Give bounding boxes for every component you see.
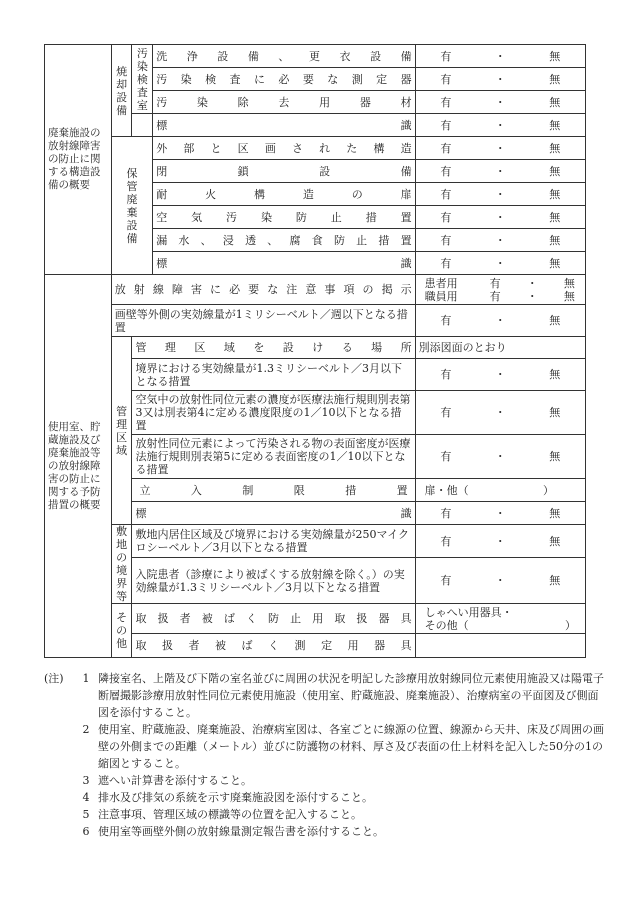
storage-row-4: 空気汚染防止措置 xyxy=(156,210,412,224)
site-row-1: 敷地内居住区域及び境界における実効線量が250マイクロシーベルト／3月以下となる措置 xyxy=(132,525,415,558)
sec2-header: 使用室、貯蔵施設及び廃棄施設等の放射線障害の防止に関する予防措置の概要 xyxy=(45,275,112,658)
site-row-2-value: 有 ・ 無 xyxy=(415,558,585,604)
control-row-1: 管理区域を設ける場所 xyxy=(135,341,412,354)
note-item: 6 使用室等画壁外側の放射線量測定報告書を添付すること。 xyxy=(82,825,384,838)
control-row-2-value: 有 ・ 無 xyxy=(415,359,585,391)
storage-row-5: 漏水、浸透、腐食防止措置 xyxy=(156,233,412,247)
storage-row-2: 閉鎖設備 xyxy=(156,164,412,178)
entry-value: 扉・他（ ） xyxy=(415,479,585,502)
control-label: 管理区域 xyxy=(111,337,132,525)
storage-row-1: 外部と区画された構造 xyxy=(156,141,412,155)
other-row-2: 取扱者被ばく測定用器具 xyxy=(135,639,412,652)
sec1-header: 廃棄施設の放射線障害の防止に関する構造設備の概要 xyxy=(45,45,112,275)
storage-row-3-value: 有 ・ 無 xyxy=(415,183,585,206)
storage-row-1-value: 有 ・ 無 xyxy=(415,137,585,160)
storage-row-2-value: 有 ・ 無 xyxy=(415,160,585,183)
incin-label: 焼却設備 xyxy=(111,45,132,137)
site-label: 敷地の境界等 xyxy=(111,525,132,604)
note-item: 5 注意事項、管理区域の標識等の位置を記入すること。 xyxy=(82,808,362,821)
incin-row-1-value: 有 ・ 無 xyxy=(415,45,585,68)
notice-label: 放射線障害に必要な注意事項の掲示 xyxy=(114,283,412,296)
contam-label: 汚染検査室 xyxy=(132,45,153,114)
control-row-2: 境界における実効線量が1.3ミリシーベルト／3月以下となる措置 xyxy=(132,359,415,391)
other-row-1: 取扱者被ばく防止用取扱器具 xyxy=(135,612,412,625)
control-row-4-value: 有 ・ 無 xyxy=(415,435,585,479)
other-label: その他 xyxy=(111,604,132,658)
storage-row-6: 標識 xyxy=(156,256,412,270)
note-item: (注) 1 隣接室名、上階及び下階の室名並びに周囲の状況を明記した診療用放射線同位元素使用施設又は陽電子断層撮影診療用放射性同位元素使用施設（使用室、貯蔵施設、廃棄施設）、治療病室の平面図及び側面図を添付すること。 xyxy=(44,672,604,719)
storage-row-3: 耐火構造の扉 xyxy=(156,187,412,201)
incin-row-3-value: 有 ・ 無 xyxy=(415,91,585,114)
wall-label: 画壁等外側の実効線量が1ミリシーベルト／週以下となる措置 xyxy=(111,305,415,337)
notes-section xyxy=(44,670,604,840)
other-row-2-value xyxy=(415,634,585,658)
control-row-3-value: 有 ・ 無 xyxy=(415,391,585,435)
incin-row-4-value: 有 ・ 無 xyxy=(415,114,585,137)
notice-value: 患者用 有 ・ 無 職員用 有 ・ 無 xyxy=(415,275,585,305)
control-row-6: 標識 xyxy=(135,506,412,520)
structure-table xyxy=(44,44,586,658)
storage-row-6-value: 有 ・ 無 xyxy=(415,252,585,275)
control-row-5: 立入制限措置 xyxy=(139,483,408,497)
control-place-value: 別添図面のとおり xyxy=(415,337,585,359)
note-item: 2 使用室、貯蔵施設、廃棄施設、治療病室図は、各室ごとに線源の位置、線源から天井、床及び周囲の画壁の外側までの距離（メートル）並びに防護物の材料、厚さ及び表面の仕上材料を記入した50分の1の縮図とすること。 xyxy=(82,723,604,770)
site-row-2: 入院患者（診療により被ばくする放射線を除く。）の実効線量が1.3ミリシーベルト／3月以下となる措置 xyxy=(132,558,415,604)
site-row-1-value: 有 ・ 無 xyxy=(415,525,585,558)
incin-row-3: 汚染除去用器材 xyxy=(156,95,412,109)
control-row-3: 空気中の放射性同位元素の濃度が医療法施行規則別表第3又は別表第4に定める濃度限度の1／10以下となる措置 xyxy=(132,391,415,435)
incin-row-2-value: 有 ・ 無 xyxy=(415,68,585,91)
storage-label: 保管廃棄設備 xyxy=(111,137,152,275)
control-row-4: 放射性同位元素によって汚染される物の表面密度が医療法施行規則別表第5に定める表面密度の1／10以下となる措置 xyxy=(132,435,415,479)
control-row-6-value: 有 ・ 無 xyxy=(415,502,585,525)
storage-row-4-value: 有 ・ 無 xyxy=(415,206,585,229)
wall-value: 有 ・ 無 xyxy=(415,305,585,337)
incin-row-4: 標識 xyxy=(156,118,412,132)
note-item: 4 排水及び排気の系統を示す廃棄施設図を添付すること。 xyxy=(82,791,373,804)
incin-row-1: 洗浄設備、更衣設備 xyxy=(156,49,412,63)
incin-row-2: 汚染検査に必要な測定器 xyxy=(156,72,412,86)
other-value: しゃへい用器具・ その他（ ） xyxy=(415,604,585,634)
storage-row-5-value: 有 ・ 無 xyxy=(415,229,585,252)
note-item: 3 遮へい計算書を添付すること。 xyxy=(82,774,252,787)
